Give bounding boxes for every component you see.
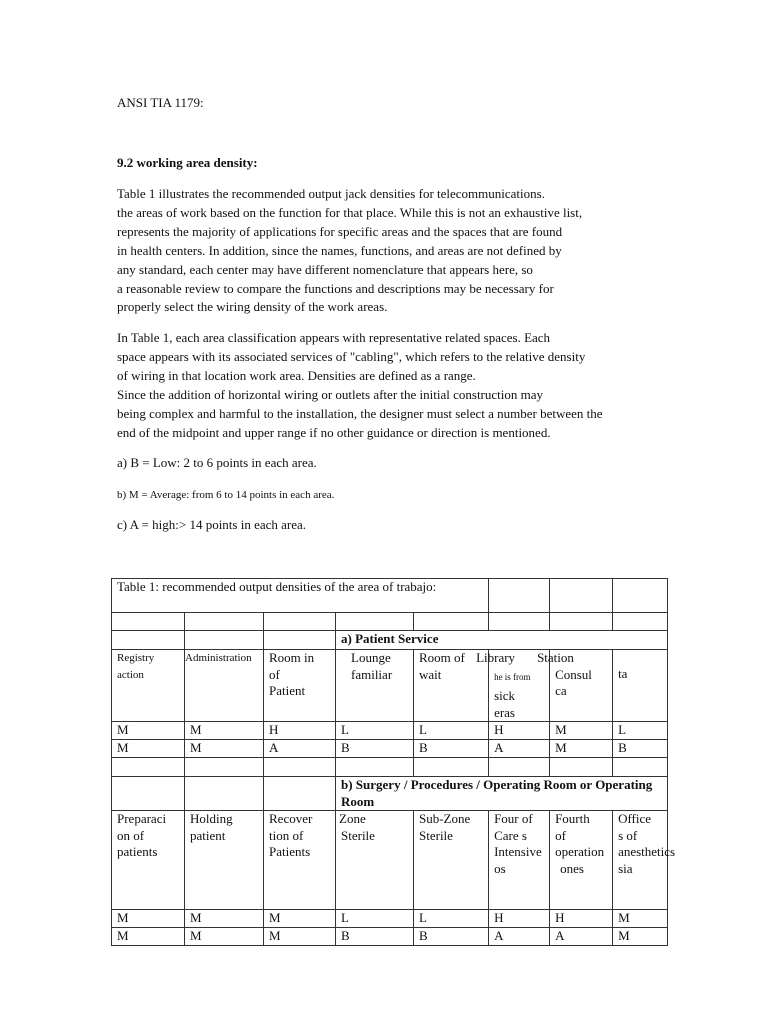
header-cell: Administration (185, 650, 264, 722)
table-cell: H (489, 910, 550, 928)
paragraph-line: a reasonable review to compare the functions and descriptions may be necessary for (117, 280, 554, 296)
header-cell: ta (613, 650, 668, 722)
paragraph-line: properly select the wiring density of the work areas. (117, 299, 388, 315)
table-caption: Table 1: recommended output densities of the area of trabajo: (112, 579, 489, 613)
table-cell: M (550, 722, 613, 740)
table-cell: L (613, 722, 668, 740)
paragraph-line: any standard, each center may have different nomenclature that appears here, so (117, 261, 533, 277)
section-title-row (112, 777, 668, 811)
table-cell: L (336, 910, 414, 928)
table-row (112, 722, 668, 740)
paragraph-line: of wiring in that location work area. Densities are defined as a range. (117, 367, 476, 383)
table-cell: M (264, 910, 336, 928)
table-cell: B (613, 740, 668, 758)
table-cell: M (613, 910, 668, 928)
table-cell: M (112, 740, 185, 758)
paragraph-line: end of the midpoint and upper range if no other guidance or direction is mentioned. (117, 424, 551, 440)
section-b-title: b) Surgery / Procedures / Operating Room or Operating Room (336, 777, 668, 811)
table-cell: M (185, 740, 264, 758)
table-row (112, 740, 668, 758)
header-cell: Room in of Patient (264, 650, 336, 722)
paragraph-line: being complex and harmful to the installation, the designer must select a number between the (117, 405, 603, 421)
density-item-high: c) A = high:> 14 points in each area. (117, 517, 307, 532)
paragraph-line: Table 1 illustrates the recommended output jack densities for telecommunications. (117, 186, 545, 201)
section-heading: 9.2 working area density: (117, 155, 258, 170)
paragraph-line: Since the addition of horizontal wiring or outlets after the initial construction may (117, 386, 544, 402)
section-a-title: a) Patient Service (336, 631, 668, 650)
table-header-row (112, 811, 668, 910)
header-cell: Four of Care s Intensive os (489, 811, 550, 910)
table-cell: M (613, 928, 668, 946)
header-cell: Room of wait (414, 650, 489, 722)
header-cell: Office s of anesthetics sia (613, 811, 668, 910)
table-caption-row (112, 579, 668, 613)
table-row (112, 613, 668, 631)
table-cell: M (550, 740, 613, 758)
table-cell (613, 579, 668, 613)
header-cell: Preparaci on of patients (112, 811, 185, 910)
header-cell: Sub-Zone Sterile (414, 811, 489, 910)
table-cell: B (336, 928, 414, 946)
table-cell (489, 579, 550, 613)
table-cell: L (414, 722, 489, 740)
header-cell: Station Consul ca (550, 650, 613, 722)
density-table (111, 578, 676, 946)
paragraph-line: In Table 1, each area classification appears with representative related spaces. Each (117, 330, 551, 345)
table-cell: B (336, 740, 414, 758)
table-cell: B (414, 928, 489, 946)
paragraph-2 (117, 329, 657, 442)
table-cell: A (489, 928, 550, 946)
table-cell: H (550, 910, 613, 928)
table-cell: A (264, 740, 336, 758)
table-cell: M (185, 722, 264, 740)
density-item-average: b) M = Average: from 6 to 14 points in each area. (117, 489, 335, 501)
table-cell: M (185, 910, 264, 928)
table-cell: L (414, 910, 489, 928)
paragraph-line: space appears with its associated services of "cabling", which refers to the relative density (117, 348, 586, 364)
header-cell: Registry action (112, 650, 185, 722)
table-cell: M (112, 722, 185, 740)
table-cell: M (185, 928, 264, 946)
section-title-row (112, 631, 668, 650)
header-cell: Fourth of operation ones (550, 811, 613, 910)
table-cell: H (489, 722, 550, 740)
table-row (112, 910, 668, 928)
paragraph-1 (117, 185, 657, 317)
header-cell: Recover tion of Patients (264, 811, 336, 910)
paragraph-line: in health centers. In addition, since the names, functions, and areas are not defined by (117, 242, 562, 258)
header-cell: Library he is from sick eras (489, 650, 550, 722)
table-header-row (112, 650, 668, 722)
table-cell: B (414, 740, 489, 758)
table-cell: A (550, 928, 613, 946)
table-cell: H (264, 722, 336, 740)
header-cell: Lounge familiar (336, 650, 414, 722)
table-cell: A (489, 740, 550, 758)
table-cell: M (112, 928, 185, 946)
document-title: ANSI TIA 1179: (117, 95, 204, 110)
header-cell: Zone Sterile (336, 811, 414, 910)
density-item-low: a) B = Low: 2 to 6 points in each area. (117, 455, 317, 470)
paragraph-line: the areas of work based on the function for that place. While this is not an exhaustive list, (117, 204, 583, 220)
paragraph-line: represents the majority of applications for specific areas and the spaces that are found (117, 223, 563, 239)
table-cell: L (336, 722, 414, 740)
table-cell: M (112, 910, 185, 928)
table-row (112, 758, 668, 777)
table-row (112, 928, 668, 946)
table-cell: M (264, 928, 336, 946)
table-cell (550, 579, 613, 613)
header-cell: Holding patient (185, 811, 264, 910)
